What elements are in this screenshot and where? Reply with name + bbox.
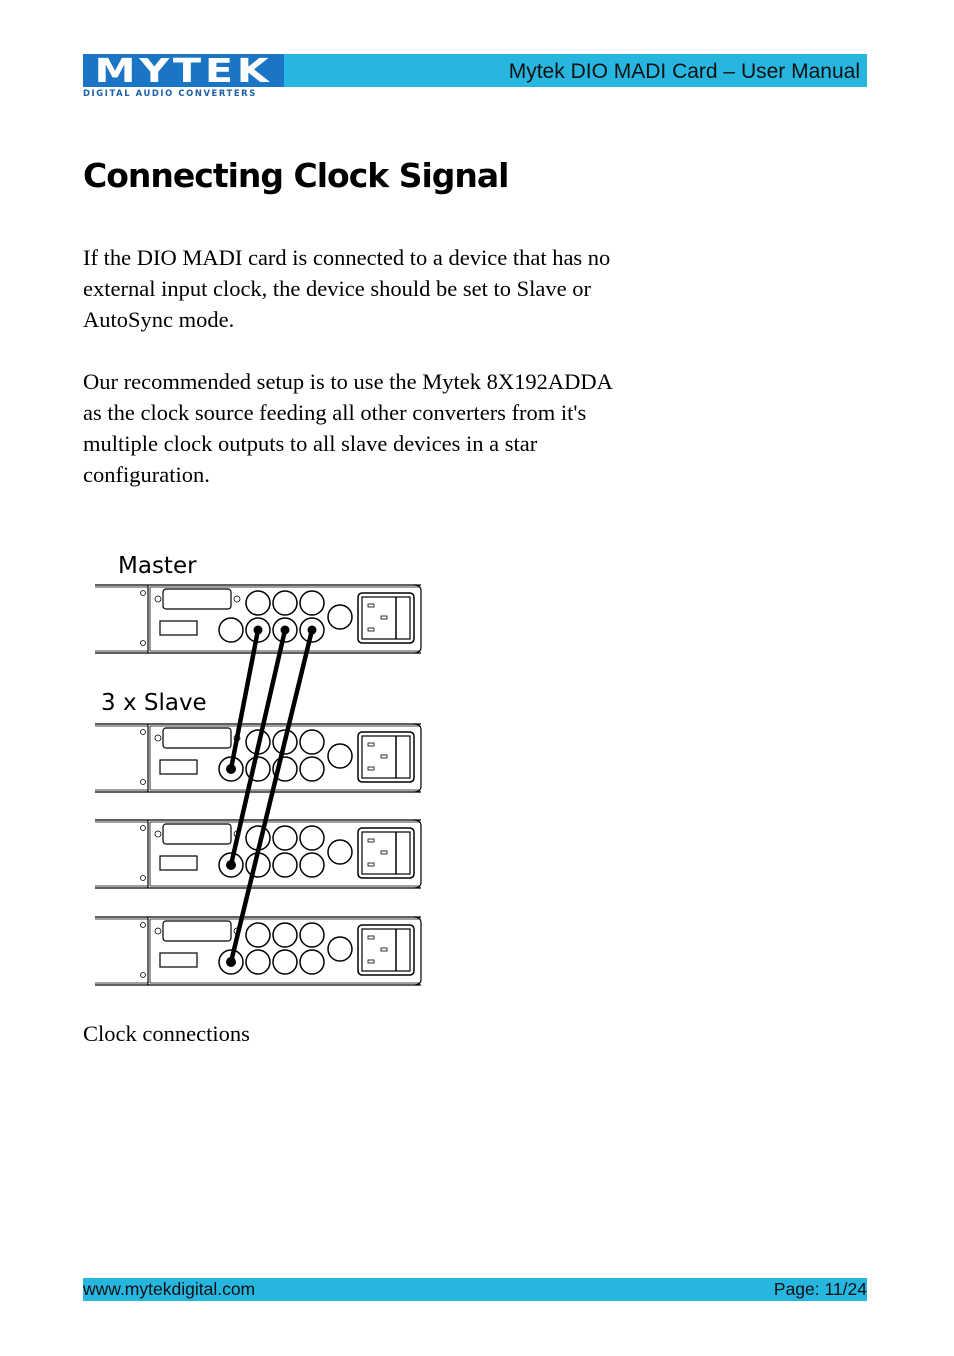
clock-cables — [226, 626, 317, 968]
logo-tagline: DIGITAL AUDIO CONVERTERS — [83, 88, 257, 98]
master-label: Master — [118, 553, 197, 579]
page-number: Page: 11/24 — [773, 1279, 867, 1299]
slave-unit-1 — [95, 724, 421, 792]
mytek-logo — [83, 51, 284, 99]
slave-label: 3 x Slave — [101, 690, 207, 716]
logo-box — [83, 51, 284, 90]
document-title: Mytek DIO MADI Card – User Manual — [508, 60, 860, 83]
paragraph-slave-mode: If the DIO MADI card is connected to a device that has no external input clock, the device should be set to Slave or AutoSync mode. — [83, 245, 611, 332]
website-link[interactable]: www.mytekdigital.com — [83, 1279, 256, 1299]
clock-connections-diagram — [90, 545, 430, 995]
figure-caption: Clock connections — [83, 1021, 250, 1046]
master-unit — [95, 585, 421, 653]
footer-bar — [83, 1278, 867, 1301]
paragraph-recommended-setup: Our recommended setup is to use the Mytek 8X192ADDA as the clock source feeding all other converters from it's multiple clock outputs to all slave devices in a star configuration. — [83, 369, 612, 487]
page-title: Connecting Clock Signal — [83, 156, 509, 195]
slave-unit-3 — [95, 917, 421, 985]
logo-wordmark: MYTEK — [94, 51, 273, 90]
